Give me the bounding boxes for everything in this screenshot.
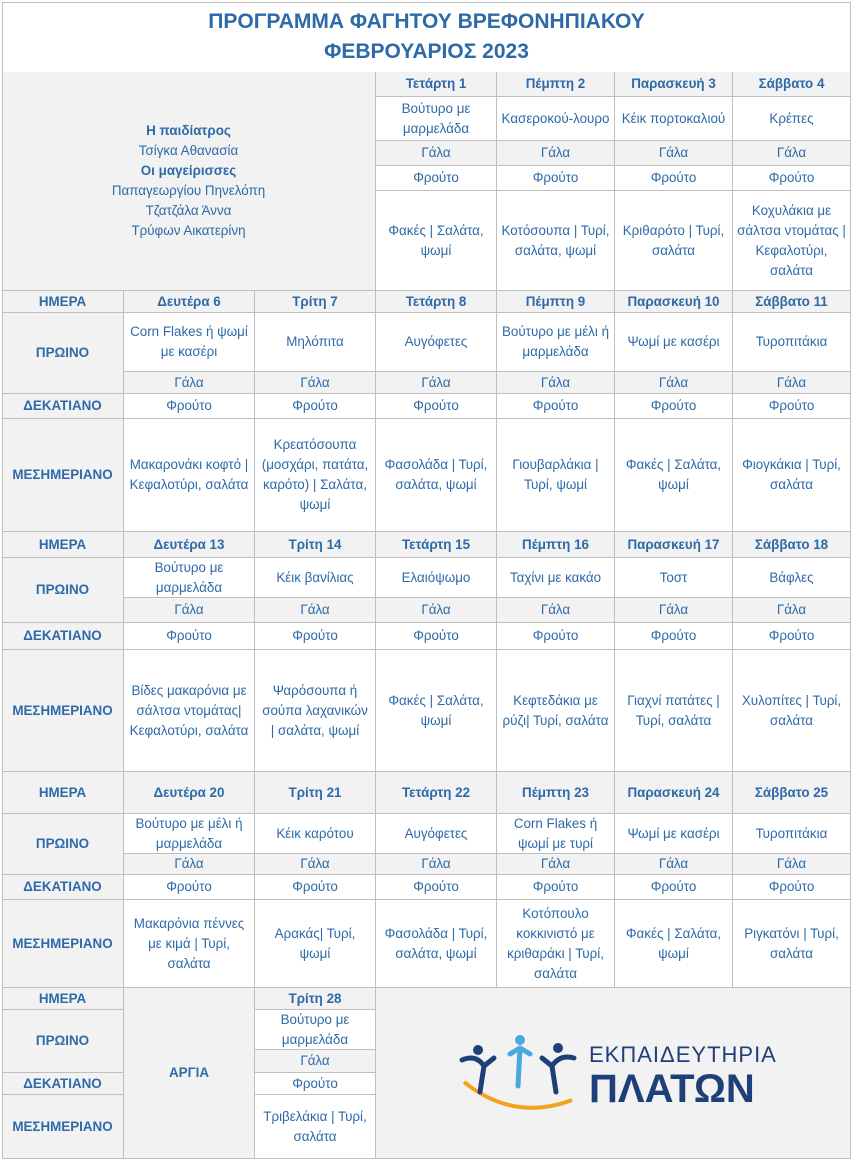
lunch-cell: Τριβελάκια | Τυρί, σαλάτα bbox=[255, 1095, 376, 1159]
snack-cell: Φρούτο bbox=[255, 875, 376, 900]
page-title bbox=[2, 2, 851, 73]
lunch-cell: Κοχυλάκια με σάλτσα ντομάτας | Κεφαλοτύρι, σαλάτα bbox=[733, 191, 851, 291]
pediatrician-name: Τσίγκα Αθανασία bbox=[138, 143, 239, 158]
breakfast-cell: Κασεροκού-λουρο bbox=[497, 97, 615, 141]
breakfast-cell: Βούτυρο με μαρμελάδα bbox=[124, 558, 255, 598]
day-header: Παρασκευή 24 bbox=[615, 772, 733, 814]
milk-cell: Γάλα bbox=[497, 141, 615, 166]
lunch-cell: Μακαρονάκι κοφτό | Κεφαλοτύρι, σαλάτα bbox=[124, 419, 255, 532]
breakfast-cell: Corn Flakes ή ψωμί με κασέρι bbox=[124, 313, 255, 372]
row-label-day: ΗΜΕΡΑ bbox=[2, 772, 124, 814]
row-label-snack: ΔΕΚΑΤΙΑΝΟ bbox=[2, 1073, 124, 1095]
row-label-breakfast: ΠΡΩΙΝΟ bbox=[2, 558, 124, 623]
milk-cell: Γάλα bbox=[615, 372, 733, 394]
snack-cell: Φρούτο bbox=[255, 394, 376, 419]
milk-cell: Γάλα bbox=[376, 372, 497, 394]
logo-figure-right-icon bbox=[553, 1043, 563, 1053]
title-line-2: ΦΕΒΡΟΥΑΡΙΟΣ 2023 bbox=[324, 40, 529, 63]
snack-cell: Φρούτο bbox=[733, 166, 851, 191]
row-label-snack: ΔΕΚΑΤΙΑΝΟ bbox=[2, 623, 124, 650]
day-header: Τρίτη 14 bbox=[255, 532, 376, 558]
lunch-cell: Αρακάς| Τυρί, ψωμί bbox=[255, 900, 376, 988]
breakfast-cell: Κρέπες bbox=[733, 97, 851, 141]
day-header: Πέμπτη 2 bbox=[497, 72, 615, 97]
milk-cell: Γάλα bbox=[376, 141, 497, 166]
row-label-day: ΗΜΕΡΑ bbox=[2, 291, 124, 313]
breakfast-cell: Κέικ πορτοκαλιού bbox=[615, 97, 733, 141]
snack-cell: Φρούτο bbox=[124, 875, 255, 900]
logo-figure-center-icon bbox=[515, 1035, 525, 1045]
snack-cell: Φρούτο bbox=[615, 166, 733, 191]
breakfast-cell: Αυγόφετες bbox=[376, 814, 497, 854]
lunch-cell: Βίδες μακαρόνια με σάλτσα ντομάτας| Κεφαλοτύρι, σαλάτα bbox=[124, 650, 255, 772]
lunch-cell: Φακές | Σαλάτα, ψωμί bbox=[376, 650, 497, 772]
milk-cell: Γάλα bbox=[497, 598, 615, 623]
day-header: Παρασκευή 3 bbox=[615, 72, 733, 97]
day-header: Τετάρτη 8 bbox=[376, 291, 497, 313]
snack-cell: Φρούτο bbox=[376, 166, 497, 191]
lunch-cell: Κριθαρότο | Τυρί, σαλάτα bbox=[615, 191, 733, 291]
day-header: Τετάρτη 15 bbox=[376, 532, 497, 558]
lunch-cell: Φακές | Σαλάτα, ψωμί bbox=[615, 419, 733, 532]
breakfast-cell: Ταχίνι με κακάο bbox=[497, 558, 615, 598]
lunch-cell: Φακές | Σαλάτα, ψωμί bbox=[376, 191, 497, 291]
row-label-lunch: ΜΕΣΗΜΕΡΙΑΝΟ bbox=[2, 650, 124, 772]
row-label-breakfast: ΠΡΩΙΝΟ bbox=[2, 313, 124, 394]
day-header: Παρασκευή 10 bbox=[615, 291, 733, 313]
cooks-label: Οι μαγείρισσες bbox=[140, 163, 237, 178]
breakfast-cell: Βούτυρο με μαρμελάδα bbox=[376, 97, 497, 141]
snack-cell: Φρούτο bbox=[733, 875, 851, 900]
snack-cell: Φρούτο bbox=[733, 394, 851, 419]
breakfast-cell: Μηλόπιτα bbox=[255, 313, 376, 372]
school-logo bbox=[454, 1026, 784, 1120]
row-label-lunch: ΜΕΣΗΜΕΡΙΑΝΟ bbox=[2, 900, 124, 988]
row-label-breakfast: ΠΡΩΙΝΟ bbox=[2, 1010, 124, 1073]
day-header: Σάββατο 11 bbox=[733, 291, 851, 313]
row-label-snack: ΔΕΚΑΤΙΑΝΟ bbox=[2, 875, 124, 900]
snack-cell: Φρούτο bbox=[497, 394, 615, 419]
cook-name-3: Τρύφων Αικατερίνη bbox=[131, 223, 246, 238]
snack-cell: Φρούτο bbox=[255, 1073, 376, 1095]
row-label-breakfast: ΠΡΩΙΝΟ bbox=[2, 814, 124, 875]
milk-cell: Γάλα bbox=[376, 854, 497, 875]
title-line-1: ΠΡΟΓΡΑΜΜΑ ΦΑΓΗΤΟΥ ΒΡΕΦΟΝΗΠΙΑΚΟΥ bbox=[208, 10, 645, 33]
snack-cell: Φρούτο bbox=[497, 875, 615, 900]
lunch-cell: Φακές | Σαλάτα, ψωμί bbox=[615, 900, 733, 988]
breakfast-cell: Κέικ καρότου bbox=[255, 814, 376, 854]
snack-cell: Φρούτο bbox=[615, 623, 733, 650]
snack-cell: Φρούτο bbox=[615, 394, 733, 419]
milk-cell: Γάλα bbox=[733, 598, 851, 623]
staff-block bbox=[2, 72, 376, 291]
day-header: Πέμπτη 16 bbox=[497, 532, 615, 558]
lunch-cell: Κεφτεδάκια με ρύζι| Τυρί, σαλάτα bbox=[497, 650, 615, 772]
breakfast-cell: Ψωμί με κασέρι bbox=[615, 313, 733, 372]
breakfast-cell: Τοστ bbox=[615, 558, 733, 598]
lunch-cell: Φιογκάκια | Τυρί, σαλάτα bbox=[733, 419, 851, 532]
lunch-cell: Γιαχνί πατάτες | Τυρί, σαλάτα bbox=[615, 650, 733, 772]
snack-cell: Φρούτο bbox=[255, 623, 376, 650]
snack-cell: Φρούτο bbox=[376, 394, 497, 419]
lunch-cell: Κοτόσουπα | Τυρί, σαλάτα, ψωμί bbox=[497, 191, 615, 291]
day-header: Σάββατο 18 bbox=[733, 532, 851, 558]
snack-cell: Φρούτο bbox=[124, 623, 255, 650]
row-label-lunch: ΜΕΣΗΜΕΡΙΑΝΟ bbox=[2, 1095, 124, 1159]
milk-cell: Γάλα bbox=[124, 598, 255, 623]
milk-cell: Γάλα bbox=[376, 598, 497, 623]
milk-cell: Γάλα bbox=[733, 372, 851, 394]
snack-cell: Φρούτο bbox=[733, 623, 851, 650]
snack-cell: Φρούτο bbox=[497, 166, 615, 191]
breakfast-cell: Ψωμί με κασέρι bbox=[615, 814, 733, 854]
lunch-cell: Κοτόπουλο κοκκινιστό με κριθαράκι | Τυρί, σαλάτα bbox=[497, 900, 615, 988]
day-header: Τρίτη 28 bbox=[255, 988, 376, 1010]
breakfast-cell: Βάφλες bbox=[733, 558, 851, 598]
breakfast-cell: Βούτυρο με μέλι ή μαρμελάδα bbox=[497, 313, 615, 372]
lunch-cell: Φασολάδα | Τυρί, σαλάτα, ψωμί bbox=[376, 900, 497, 988]
day-header: Τετάρτη 1 bbox=[376, 72, 497, 97]
milk-cell: Γάλα bbox=[615, 598, 733, 623]
snack-cell: Φρούτο bbox=[124, 394, 255, 419]
day-header: Τρίτη 7 bbox=[255, 291, 376, 313]
milk-cell: Γάλα bbox=[733, 141, 851, 166]
breakfast-cell: Corn Flakes ή ψωμί με τυρί bbox=[497, 814, 615, 854]
row-label-lunch: ΜΕΣΗΜΕΡΙΑΝΟ bbox=[2, 419, 124, 532]
milk-cell: Γάλα bbox=[124, 372, 255, 394]
breakfast-cell: Βούτυρο με μαρμελάδα bbox=[255, 1010, 376, 1050]
breakfast-cell: Αυγόφετες bbox=[376, 313, 497, 372]
row-label-day: ΗΜΕΡΑ bbox=[2, 988, 124, 1010]
logo-line-2: ΠΛΑΤΩΝ bbox=[589, 1067, 755, 1111]
snack-cell: Φρούτο bbox=[497, 623, 615, 650]
day-header: Πέμπτη 23 bbox=[497, 772, 615, 814]
milk-cell: Γάλα bbox=[615, 854, 733, 875]
breakfast-cell: Κέικ βανίλιας bbox=[255, 558, 376, 598]
cook-name-1: Παπαγεωργίου Πηνελόπη bbox=[111, 183, 266, 198]
lunch-cell: Ψαρόσουπα ή σούπα λαχανικών | σαλάτα, ψωμί bbox=[255, 650, 376, 772]
day-header: Σάββατο 25 bbox=[733, 772, 851, 814]
menu-sheet bbox=[2, 2, 851, 1159]
lunch-cell: Κρεατόσουπα (μοσχάρι, πατάτα, καρότο) | Σαλάτα, ψωμί bbox=[255, 419, 376, 532]
day-header: Δευτέρα 13 bbox=[124, 532, 255, 558]
day-header: Σάββατο 4 bbox=[733, 72, 851, 97]
day-header: Παρασκευή 17 bbox=[615, 532, 733, 558]
lunch-cell: Γιουβαρλάκια | Τυρί, ψωμί bbox=[497, 419, 615, 532]
holiday-cell: ΑΡΓΙΑ bbox=[124, 988, 255, 1159]
row-label-day: ΗΜΕΡΑ bbox=[2, 532, 124, 558]
lunch-cell: Μακαρόνια πέννες με κιμά | Τυρί, σαλάτα bbox=[124, 900, 255, 988]
milk-cell: Γάλα bbox=[124, 854, 255, 875]
pediatrician-label: Η παιδίατρος bbox=[146, 123, 231, 138]
day-header: Δευτέρα 20 bbox=[124, 772, 255, 814]
day-header: Δευτέρα 6 bbox=[124, 291, 255, 313]
logo-line-1: ΕΚΠΑΙΔΕΥΤΗΡΙΑ bbox=[589, 1042, 777, 1067]
breakfast-cell: Τυροπιτάκια bbox=[733, 313, 851, 372]
snack-cell: Φρούτο bbox=[376, 623, 497, 650]
milk-cell: Γάλα bbox=[733, 854, 851, 875]
milk-cell: Γάλα bbox=[615, 141, 733, 166]
milk-cell: Γάλα bbox=[255, 372, 376, 394]
day-header: Πέμπτη 9 bbox=[497, 291, 615, 313]
milk-cell: Γάλα bbox=[497, 854, 615, 875]
breakfast-cell: Ελαιόψωμο bbox=[376, 558, 497, 598]
snack-cell: Φρούτο bbox=[615, 875, 733, 900]
cook-name-2: Τζατζάλα Άννα bbox=[145, 203, 232, 218]
lunch-cell: Φασολάδα | Τυρί, σαλάτα, ψωμί bbox=[376, 419, 497, 532]
row-label-snack: ΔΕΚΑΤΙΑΝΟ bbox=[2, 394, 124, 419]
breakfast-cell: Βούτυρο με μέλι ή μαρμελάδα bbox=[124, 814, 255, 854]
milk-cell: Γάλα bbox=[255, 1050, 376, 1073]
milk-cell: Γάλα bbox=[497, 372, 615, 394]
breakfast-cell: Τυροπιτάκια bbox=[733, 814, 851, 854]
lunch-cell: Χυλοπίτες | Τυρί, σαλάτα bbox=[733, 650, 851, 772]
milk-cell: Γάλα bbox=[255, 854, 376, 875]
snack-cell: Φρούτο bbox=[376, 875, 497, 900]
logo-figure-left-icon bbox=[473, 1045, 483, 1055]
lunch-cell: Ριγκατόνι | Τυρί, σαλάτα bbox=[733, 900, 851, 988]
day-header: Τετάρτη 22 bbox=[376, 772, 497, 814]
milk-cell: Γάλα bbox=[255, 598, 376, 623]
day-header: Τρίτη 21 bbox=[255, 772, 376, 814]
